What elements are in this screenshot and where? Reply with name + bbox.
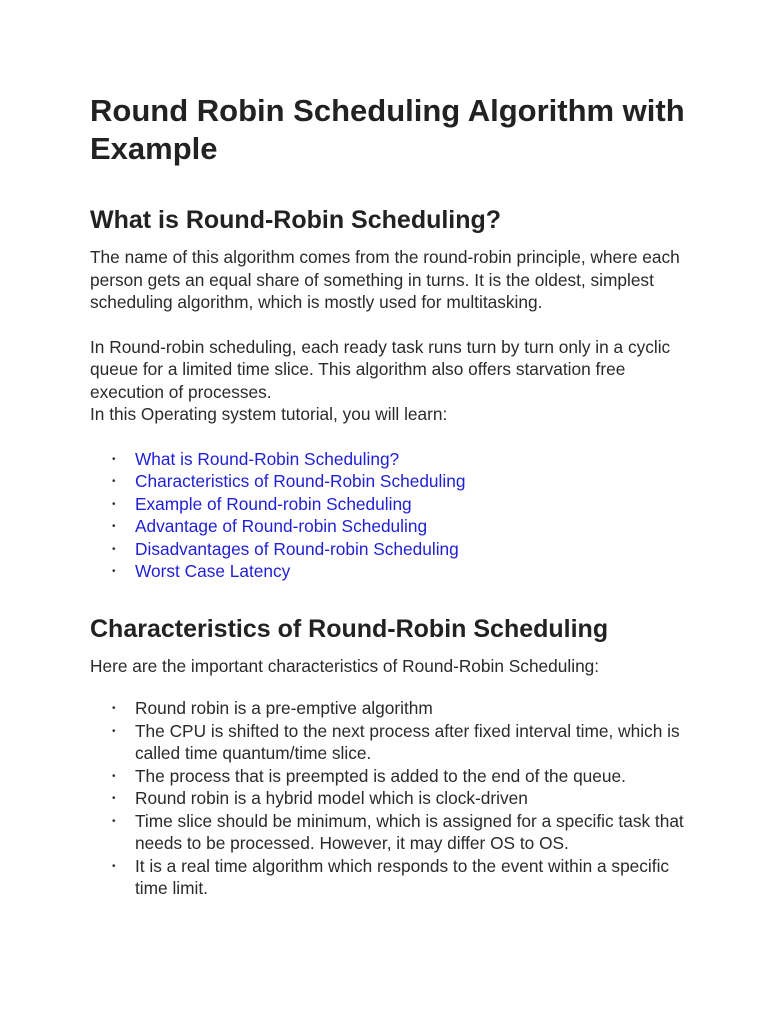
list-item — [90, 697, 690, 720]
round-robin-paragraph — [90, 336, 690, 426]
bullet-icon: • — [112, 566, 116, 577]
intro-paragraph: The name of this algorithm comes from the round-robin principle, where each person gets an equal share of something in turns. It is the oldest, simplest scheduling algorithm, which is mostly used for multitasking. — [90, 247, 680, 312]
section-heading-what-is: What is Round-Robin Scheduling? — [90, 206, 502, 234]
bullet-icon: • — [112, 860, 116, 872]
toc-link-advantage[interactable]: Advantage of Round-robin Scheduling — [135, 516, 428, 536]
toc-item — [90, 448, 690, 471]
toc-link-disadvantages[interactable]: Disadvantages of Round-robin Scheduling — [135, 538, 459, 559]
page-title: Round Robin Scheduling Algorithm with Example — [90, 93, 685, 166]
toc-link-worst-case-latency[interactable]: Worst Case Latency — [135, 561, 291, 581]
bullet-icon: • — [112, 815, 116, 827]
toc-item — [90, 515, 690, 538]
list-item-text: The CPU is shifted to the next process after fixed interval time, which is called time quantum/time slice. — [135, 720, 680, 763]
list-item-text: The process that is preempted is added to the end of the queue. — [135, 765, 626, 786]
list-item — [90, 855, 690, 900]
list-item-text: It is a real time algorithm which responds to the event within a specific time limit. — [135, 855, 670, 898]
list-item-text: Round robin is a hybrid model which is clock-driven — [135, 788, 528, 808]
bullet-icon: • — [112, 476, 116, 487]
round-robin-description: In Round-robin scheduling, each ready task runs turn by turn only in a cyclic queue for a limited time slice. This algorithm also offers starvation free execution of processes. — [90, 336, 671, 402]
bullet-icon: • — [112, 543, 116, 555]
bullet-icon: • — [112, 498, 116, 510]
toc-item — [90, 493, 690, 516]
toc-link-what-is[interactable]: What is Round-Robin Scheduling? — [135, 448, 400, 469]
list-item-text: Time slice should be minimum, which is assigned for a specific task that needs to be processed. However, it may differ OS to OS. — [135, 810, 684, 853]
toc-item — [90, 560, 690, 583]
section-heading-characteristics: Characteristics of Round-Robin Scheduling — [90, 614, 609, 643]
list-item — [90, 810, 690, 855]
characteristics-list — [90, 697, 690, 900]
bullet-icon: • — [112, 793, 116, 804]
toc-link-characteristics[interactable]: Characteristics of Round-Robin Scheduling — [135, 471, 466, 491]
list-item — [90, 765, 690, 788]
bullet-icon: • — [112, 725, 116, 737]
toc-link-example[interactable]: Example of Round-robin Scheduling — [135, 493, 412, 514]
list-item-text: Round robin is a pre-emptive algorithm — [135, 698, 433, 718]
table-of-contents — [90, 448, 690, 583]
toc-item — [90, 538, 690, 561]
tutorial-learn-line: In this Operating system tutorial, you will learn: — [90, 404, 448, 424]
bullet-icon: • — [112, 521, 116, 532]
bullet-icon: • — [112, 770, 116, 782]
article — [90, 92, 690, 900]
bullet-icon: • — [112, 703, 116, 714]
toc-item — [90, 470, 690, 493]
characteristics-intro: Here are the important characteristics of Round-Robin Scheduling: — [90, 655, 600, 676]
bullet-icon: • — [112, 453, 116, 465]
list-item — [90, 787, 690, 810]
list-item — [90, 720, 690, 765]
